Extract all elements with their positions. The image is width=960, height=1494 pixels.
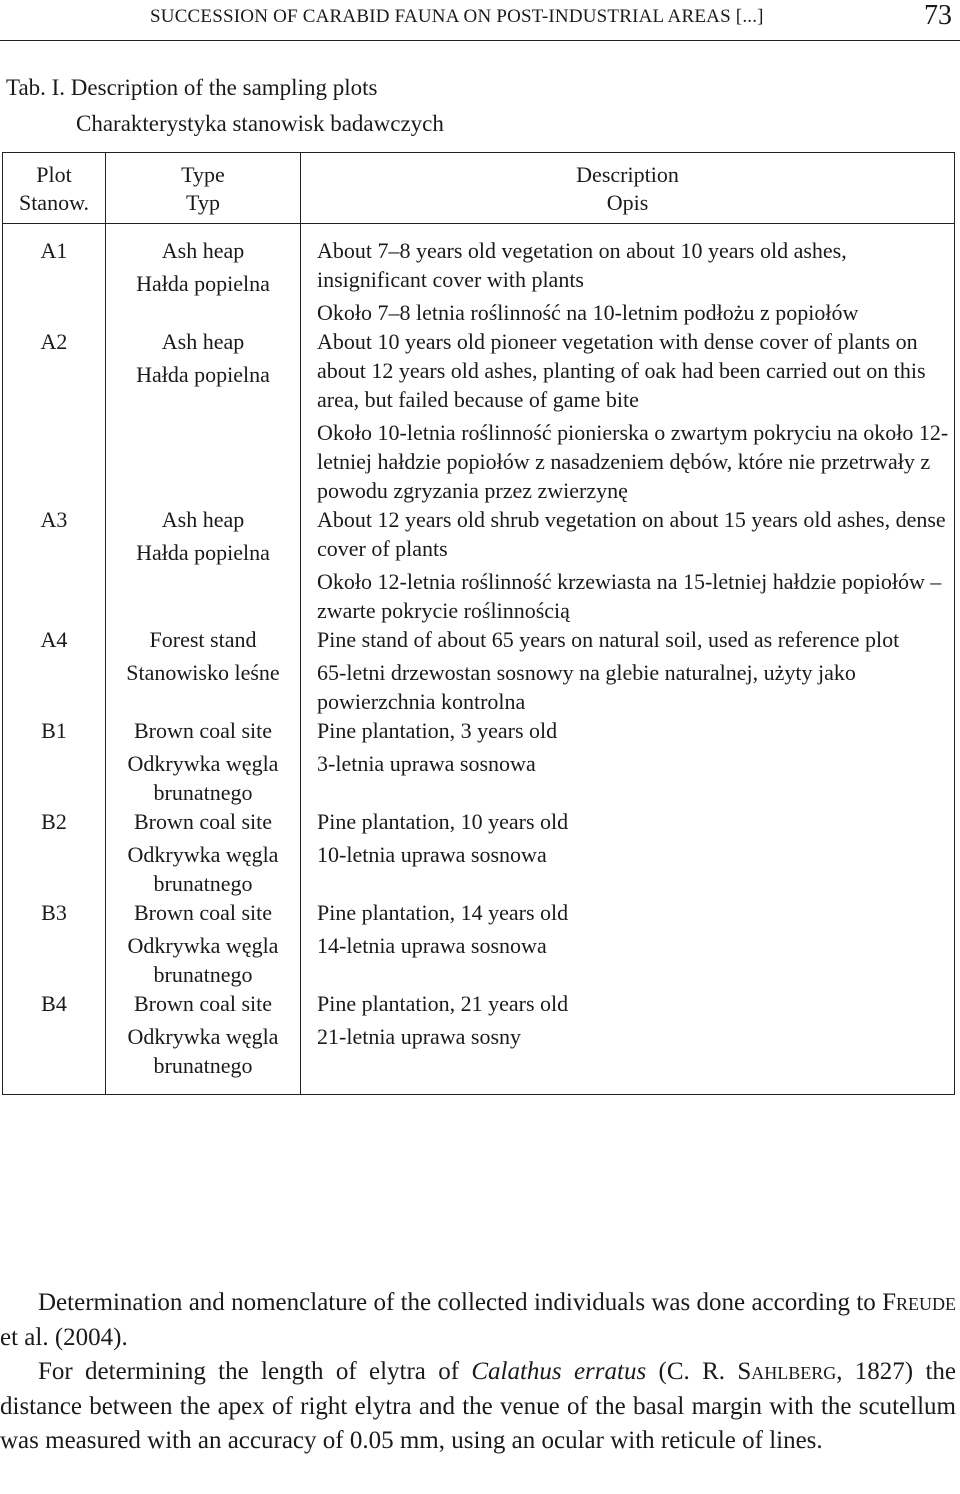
table-row bbox=[3, 224, 955, 328]
cell-description bbox=[301, 625, 955, 716]
sampling-plots-table bbox=[2, 152, 955, 1095]
type-pl: Odkrywka węgla brunatnego bbox=[127, 842, 279, 896]
cell-description bbox=[301, 505, 955, 625]
caption-label: Tab. I. Description of the sampling plots bbox=[6, 75, 378, 100]
cell-description bbox=[301, 716, 955, 807]
type-en: Brown coal site bbox=[133, 991, 273, 1016]
table-row bbox=[3, 807, 955, 898]
paragraph-determination bbox=[0, 1286, 956, 1355]
cell-plot bbox=[3, 716, 106, 807]
type-en: Ash heap bbox=[161, 507, 245, 532]
p2-author: Sahlberg bbox=[737, 1358, 837, 1385]
cell-type bbox=[106, 505, 301, 625]
type-en: Ash heap bbox=[161, 329, 245, 354]
desc-en: About 12 years old shrub vegetation on about 15 years old ashes, dense cover of plants bbox=[317, 507, 946, 561]
table-row bbox=[3, 898, 955, 989]
desc-en: About 10 years old pioneer vegetation with dense cover of plants on about 12 years old ashes, planting of oak had been carried out on this area, but failed because of game bite bbox=[317, 329, 926, 412]
header-type bbox=[106, 153, 301, 224]
desc-en: Pine stand of about 65 years on natural soil, used as reference plot bbox=[317, 627, 900, 652]
cell-plot bbox=[3, 807, 106, 898]
type-en: Brown coal site bbox=[133, 718, 273, 743]
p2-text-a: For determining the length of elytra of bbox=[38, 1358, 472, 1385]
table-header-row bbox=[3, 153, 955, 224]
table-row bbox=[3, 716, 955, 807]
desc-en: Pine plantation, 14 years old bbox=[317, 900, 569, 925]
cell-plot bbox=[3, 625, 106, 716]
p2-species: Calathus erratus bbox=[471, 1358, 647, 1385]
type-pl: Hałda popielna bbox=[136, 271, 270, 296]
type-pl: Stanowisko leśne bbox=[126, 660, 280, 685]
cell-type bbox=[106, 716, 301, 807]
header-description bbox=[301, 153, 955, 224]
page-number: 73 bbox=[924, 0, 952, 31]
type-en: Brown coal site bbox=[133, 900, 273, 925]
table-row bbox=[3, 625, 955, 716]
desc-pl: 21-letnia uprawa sosny bbox=[317, 1024, 522, 1049]
type-en: Ash heap bbox=[161, 238, 245, 263]
cell-plot bbox=[3, 327, 106, 505]
running-title: SUCCESSION OF CARABID FAUNA ON POST-INDUSTRIAL AREAS [...] bbox=[150, 6, 764, 27]
desc-pl: 10-letnia uprawa sosnowa bbox=[317, 842, 547, 867]
cell-plot bbox=[3, 505, 106, 625]
desc-pl: Około 12-letnia roślinność krzewiasta na 15-letniej hałdzie popiołów – zwarte pokrycie roślinnością bbox=[317, 569, 942, 623]
desc-pl: 14-letnia uprawa sosnowa bbox=[317, 933, 547, 958]
body-text bbox=[0, 1286, 956, 1459]
desc-en: Pine plantation, 3 years old bbox=[317, 718, 558, 743]
desc-pl: Około 7–8 letnia roślinność na 10-letnim podłożu z popiołów bbox=[317, 300, 859, 325]
desc-pl: 65-letni drzewostan sosnowy na glebie naturalnej, użyty jako powierzchnia kontrolna bbox=[317, 660, 856, 714]
p1-author: Freude bbox=[882, 1289, 956, 1316]
caption-label-pl: Charakterystyka stanowisk badawczych bbox=[76, 111, 444, 136]
cell-type bbox=[106, 898, 301, 989]
header-type-pl: Typ bbox=[186, 190, 220, 215]
cell-plot bbox=[3, 224, 106, 328]
cell-type bbox=[106, 625, 301, 716]
header-plot-pl: Stanow. bbox=[18, 190, 90, 215]
paragraph-elytra bbox=[0, 1355, 956, 1459]
plot-id: B4 bbox=[41, 991, 67, 1016]
cell-description bbox=[301, 898, 955, 989]
plot-id: B2 bbox=[41, 809, 67, 834]
cell-plot bbox=[3, 898, 106, 989]
type-en: Forest stand bbox=[149, 627, 257, 652]
cell-description bbox=[301, 807, 955, 898]
type-pl: Odkrywka węgla brunatnego bbox=[127, 1024, 279, 1078]
p2-text-b: (C. R. bbox=[646, 1358, 738, 1385]
cell-type bbox=[106, 989, 301, 1095]
table-caption bbox=[6, 70, 444, 142]
type-pl: Hałda popielna bbox=[136, 540, 270, 565]
table-row bbox=[3, 505, 955, 625]
plot-id: B1 bbox=[41, 718, 67, 743]
desc-pl: Około 10-letnia roślinność pionierska o zwartym pokryciu na około 12-letniej hałdzie popiołów z nasadzeniem dębów, które nie przetrwały z powodu zgryzania przez zwierzynę bbox=[317, 420, 949, 503]
type-pl: Odkrywka węgla brunatnego bbox=[127, 933, 279, 987]
plot-id: B3 bbox=[41, 900, 67, 925]
p2-text-c: , 1827) the distance between the apex of right elytra and the venue of the basal margin with the scutellum was measured with an accuracy of 0.05 mm, using an ocular with reticule of lines. bbox=[0, 1358, 956, 1454]
header-plot-en: Plot bbox=[36, 162, 72, 187]
plot-id: A4 bbox=[40, 627, 68, 652]
plot-id: A3 bbox=[40, 507, 68, 532]
type-pl: Odkrywka węgla brunatnego bbox=[127, 751, 279, 805]
p1-text-b: et al. (2004). bbox=[0, 1323, 128, 1351]
header-plot bbox=[3, 153, 106, 224]
header-desc-en: Description bbox=[576, 162, 679, 187]
cell-description bbox=[301, 989, 955, 1095]
cell-description bbox=[301, 224, 955, 328]
cell-type bbox=[106, 224, 301, 328]
table-row bbox=[3, 327, 955, 505]
plot-id: A2 bbox=[40, 329, 68, 354]
header-desc-pl: Opis bbox=[606, 190, 649, 215]
type-en: Brown coal site bbox=[133, 809, 273, 834]
desc-en: About 7–8 years old vegetation on about 10 years old ashes, insignificant cover with plants bbox=[317, 238, 847, 292]
desc-en: Pine plantation, 10 years old bbox=[317, 809, 569, 834]
plot-id: A1 bbox=[40, 238, 68, 263]
cell-type bbox=[106, 327, 301, 505]
header-type-en: Type bbox=[181, 162, 225, 187]
cell-plot bbox=[3, 989, 106, 1095]
running-head bbox=[0, 0, 960, 41]
type-pl: Hałda popielna bbox=[136, 362, 270, 387]
desc-pl: 3-letnia uprawa sosnowa bbox=[317, 751, 536, 776]
cell-description bbox=[301, 327, 955, 505]
p1-text-a: Determination and nomenclature of the collected individuals was done according to bbox=[38, 1289, 883, 1316]
table-row bbox=[3, 989, 955, 1095]
cell-type bbox=[106, 807, 301, 898]
desc-en: Pine plantation, 21 years old bbox=[317, 991, 569, 1016]
